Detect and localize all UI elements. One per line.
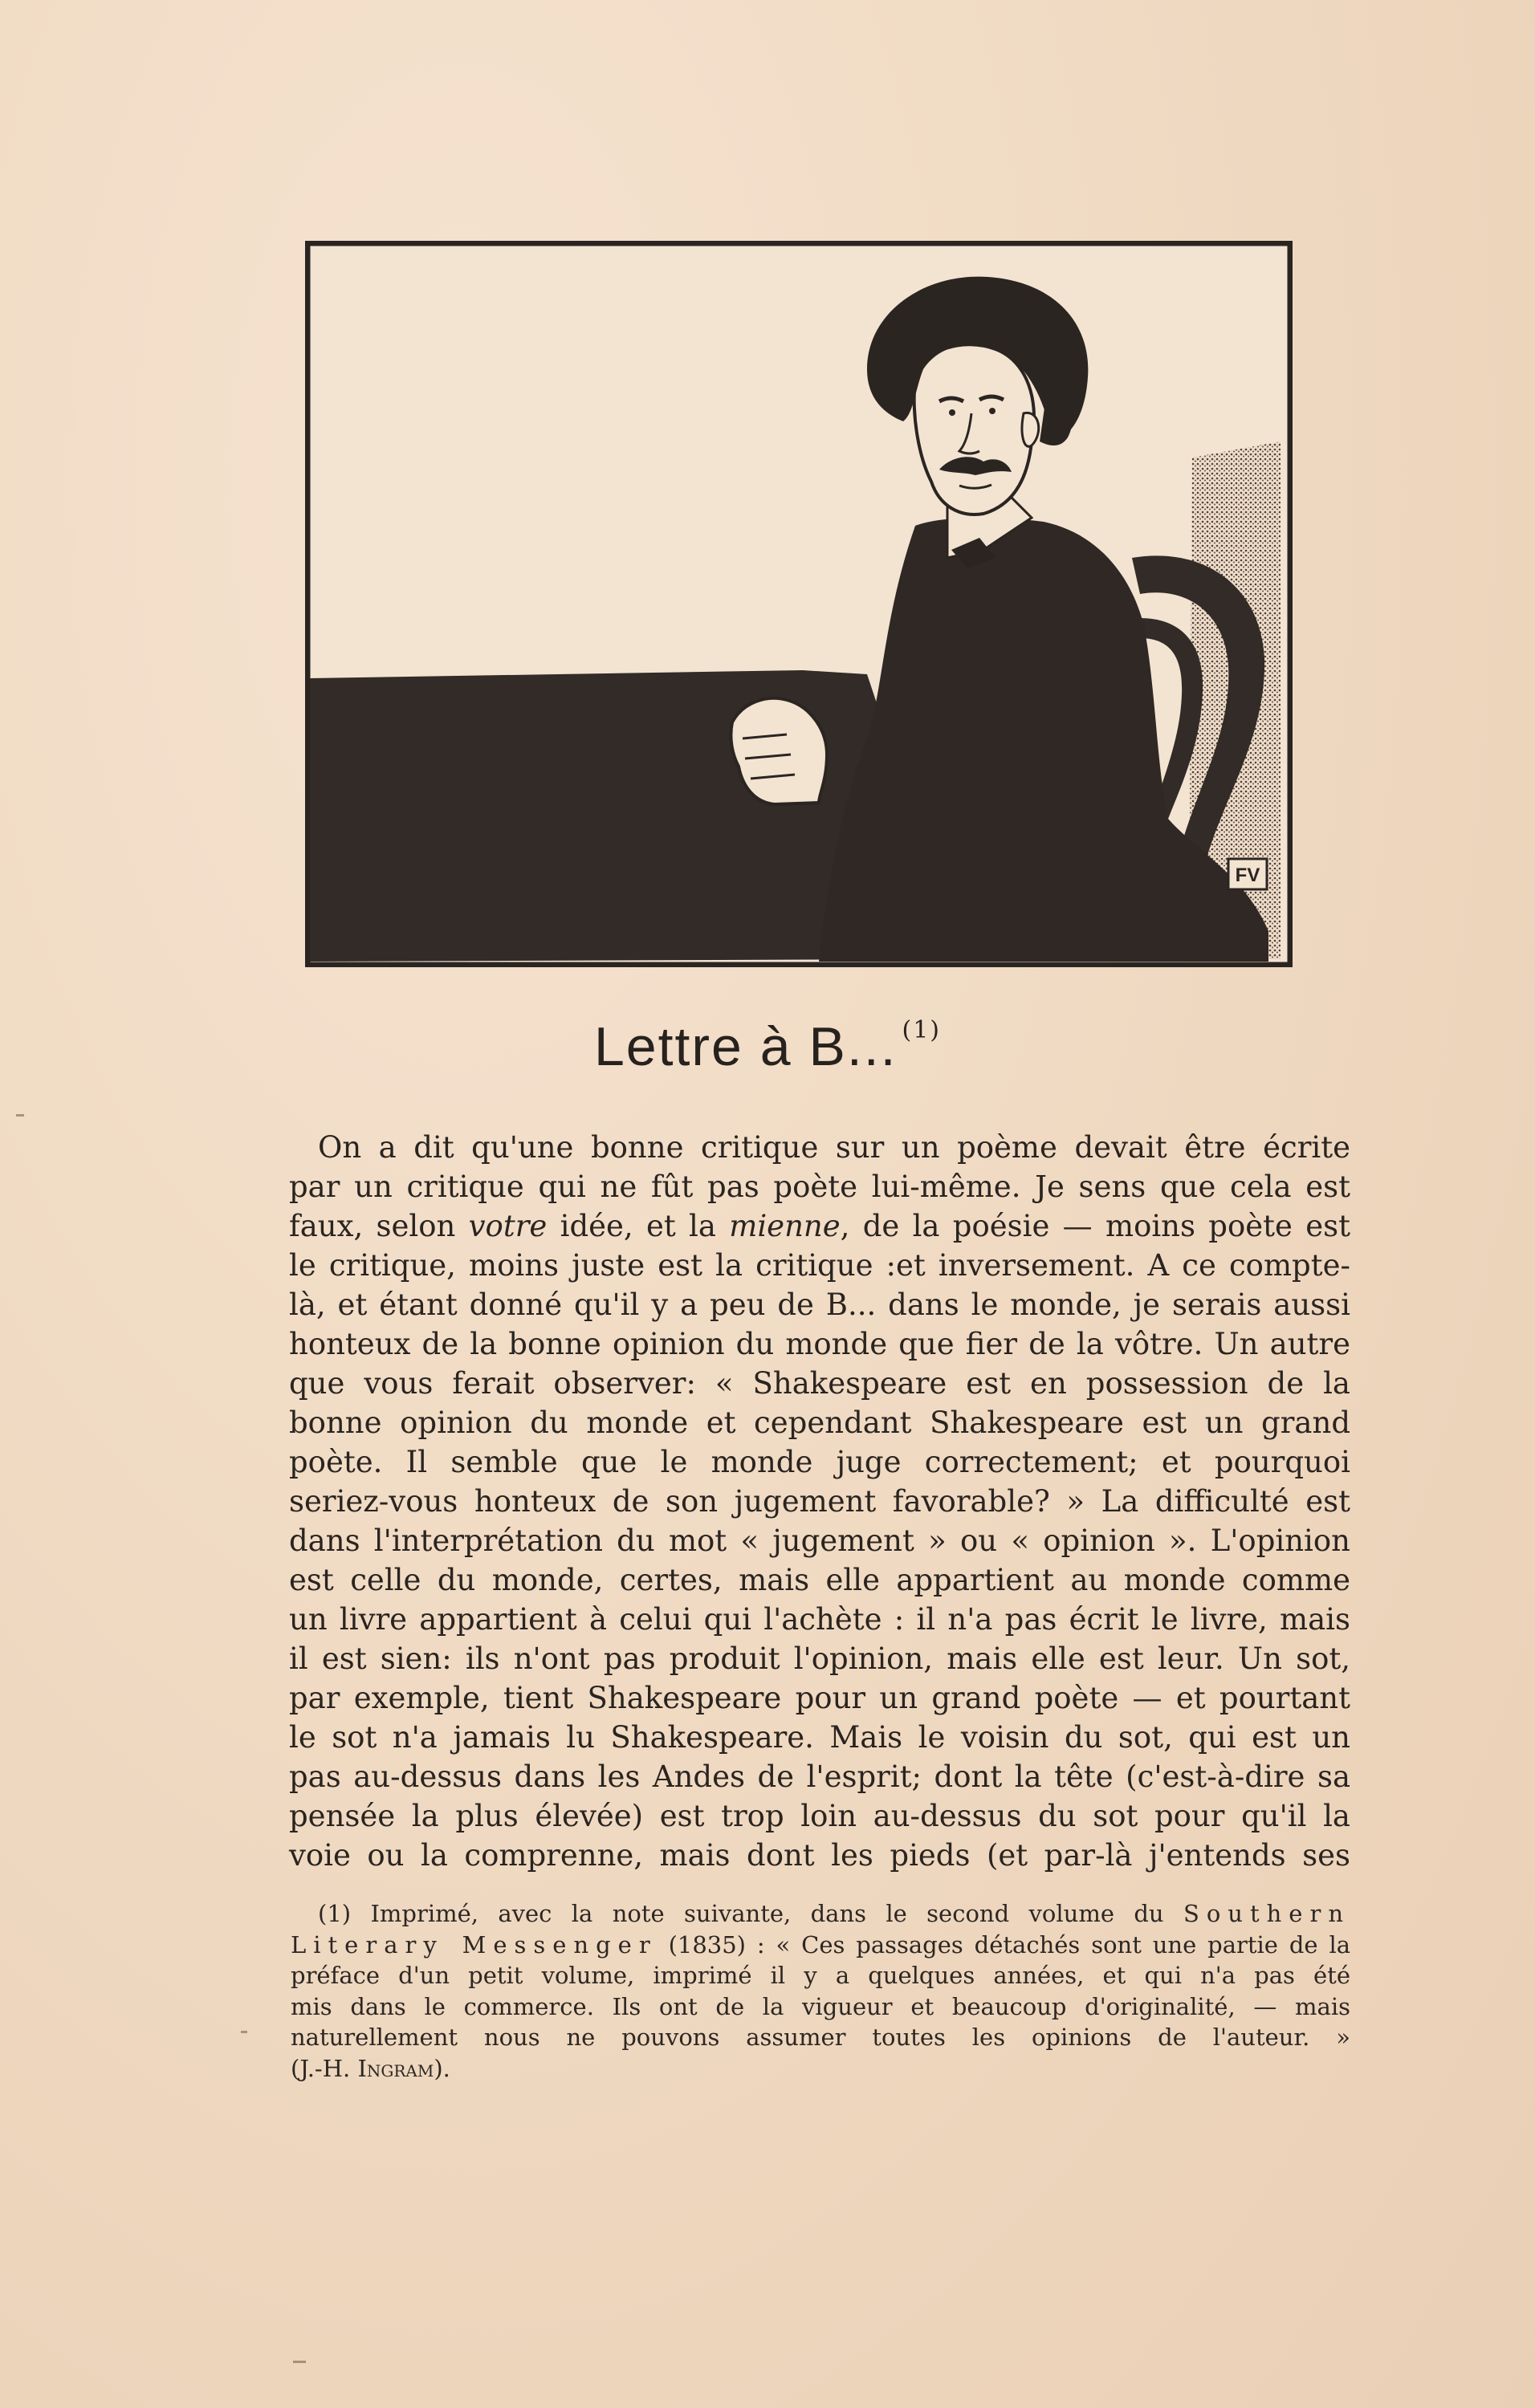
title-note-ref: (1) [902, 1016, 942, 1044]
footnote-line [291, 1898, 1350, 1930]
title-text: Lettre à B... [593, 1016, 898, 1077]
woodcut-portrait-illustration [305, 241, 1293, 967]
footnote [291, 1898, 1350, 2084]
text-segment: (J.-H. [291, 2054, 358, 2082]
text-line: le sot n'a jamais lu Shakespeare. Mais le voisin du sot, qui est un [289, 1720, 1350, 1755]
text-segment: , de la poésie — moins poète est [840, 1209, 1350, 1243]
footnote-line: mis dans le commerce. Ils ont de la vigueur et beaucoup d'originalité, — mais [291, 1992, 1350, 2020]
text-line: que vous ferait observer: « Shakespeare est en possession de la [289, 1366, 1350, 1401]
text-line: poète. Il semble que le monde juge correctement; et pourquoi [289, 1445, 1350, 1479]
paper-blemish [293, 2361, 306, 2363]
text-segment: (1) Imprimé, avec la note suivante, dans le second volume du [318, 1900, 1183, 1927]
footnote-line: naturellement nous ne pouvons assumer toutes les opinions de l'auteur. » [291, 2024, 1350, 2051]
text-line: pas au-dessus dans les Andes de l'esprit; dont la tête (c'est-à-dire sa [289, 1759, 1350, 1794]
text-line: voie ou la comprenne, mais dont les pieds (et par-là j'entends ses [289, 1838, 1350, 1873]
text-line: est celle du monde, certes, mais elle appartient au monde comme [289, 1563, 1350, 1597]
paper-blemish [16, 1114, 24, 1117]
author-name: Ingram [357, 2054, 434, 2082]
page-title [0, 1015, 1535, 1078]
text-line: honteux de la bonne opinion du monde que fier de la vôtre. Un autre [289, 1327, 1350, 1361]
italic-word: votre [468, 1209, 548, 1243]
text-line: le critique, moins juste est la critique :et inversement. A ce compte- [289, 1248, 1350, 1283]
text-line: un livre appartient à celui qui l'achète : il n'a pas écrit le livre, mais [289, 1602, 1350, 1637]
text-line: il est sien: ils n'ont pas produit l'opinion, mais elle est leur. Un sot, [289, 1641, 1350, 1676]
text-line: par exemple, tient Shakespeare pour un grand poète — et pourtant [289, 1681, 1350, 1715]
text-segment: idée, et la [547, 1209, 730, 1243]
italic-word: mienne [729, 1209, 841, 1243]
letter-body [289, 1128, 1350, 1875]
text-line: bonne opinion du monde et cependant Shakespeare est un grand [289, 1405, 1350, 1440]
journal-name: Literary Messenger [291, 1930, 658, 1959]
text-line [289, 1206, 1350, 1246]
text-line: dans l'interprétation du mot « jugement » ou « opinion ». L'opinion [289, 1523, 1350, 1558]
text-line: On a dit qu'une bonne critique sur un poème devait être écrite [318, 1130, 1350, 1165]
paper-blemish [241, 2031, 247, 2033]
journal-name: Southern [1183, 1900, 1350, 1927]
footnote-line: préface d'un petit volume, imprimé il y a quelques années, et qui n'a pas été [291, 1962, 1350, 1989]
text-line: seriez-vous honteux de son jugement favorable? » La difficulté est [289, 1484, 1350, 1519]
text-segment: ). [434, 2054, 450, 2082]
footnote-line [291, 2053, 1350, 2085]
footnote-line [291, 1930, 1350, 1961]
artist-monogram: FV [1235, 864, 1260, 886]
text-segment: (1835) : « Ces passages détachés sont une partie de la [657, 1930, 1351, 1959]
text-line: là, et étant donné qu'il y a peu de B... dans le monde, je serais aussi [289, 1287, 1350, 1322]
text-line: par un critique qui ne fût pas poète lui-même. Je sens que cela est [289, 1169, 1350, 1204]
text-line: pensée la plus élevée) est trop loin au-dessus du sot pour qu'il la [289, 1799, 1350, 1833]
text-segment: faux, selon [289, 1209, 469, 1243]
